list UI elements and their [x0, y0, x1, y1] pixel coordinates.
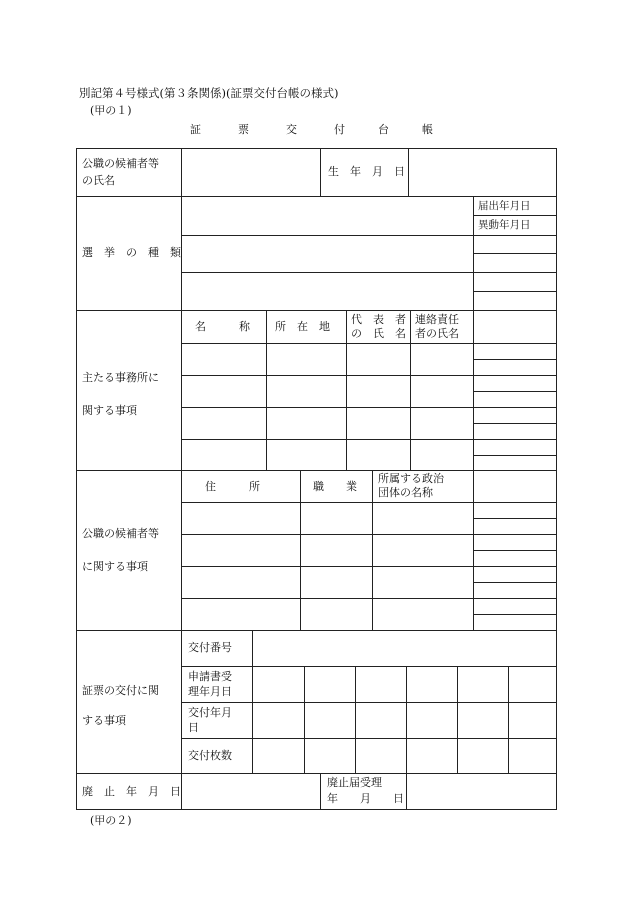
cell-divider: [406, 666, 407, 773]
row-divider: [473, 439, 557, 440]
candidate-col-occupation: 職 業: [313, 480, 357, 493]
ledger-title-char: 交: [286, 123, 297, 136]
office-col-location: 所 在 地: [275, 320, 330, 333]
row-divider: [181, 566, 473, 567]
part-label-2: (甲の２): [90, 814, 132, 827]
cell-divider: [320, 148, 321, 196]
row-divider: [181, 702, 557, 703]
row-divider: [473, 359, 557, 360]
candidate-name-field[interactable]: [182, 149, 320, 196]
office-col-representative: [351, 313, 406, 341]
row-divider: [473, 534, 557, 535]
main-office-label-line: 主たる事務所に: [82, 371, 159, 384]
row-divider: [473, 566, 557, 567]
candidate-details-label: [82, 527, 159, 574]
row-divider: [181, 272, 473, 273]
row-divider: [181, 666, 557, 667]
abolition-receipt-label-line: 廃止届受理: [327, 776, 382, 789]
application-date-label-line: 理年月日: [188, 685, 232, 698]
issue-date-label-line: 交付年月: [188, 706, 232, 719]
cell-divider: [320, 773, 321, 809]
cell-divider: [410, 310, 411, 470]
main-office-label: [82, 371, 159, 418]
issuance-label-line: する事項: [82, 714, 126, 727]
form-title: 別記第４号様式(第３条関係)(証票交付台帳の様式): [79, 86, 339, 100]
cell-divider: [346, 310, 347, 470]
row-divider: [473, 272, 557, 273]
date-changed-label: 異動年月日: [478, 219, 531, 231]
row-divider: [181, 375, 473, 376]
row-divider: [473, 614, 557, 615]
cell-divider: [406, 773, 407, 809]
candidate-name-label: [82, 157, 159, 188]
table-border-left: [76, 148, 77, 810]
part-label-1: (甲の１): [90, 104, 132, 117]
row-divider: [473, 423, 557, 424]
row-divider: [473, 253, 557, 254]
birth-date-field[interactable]: [409, 149, 556, 196]
cell-divider: [300, 470, 301, 630]
row-divider: [473, 502, 557, 503]
issue-number-label: 交付番号: [188, 641, 232, 654]
office-col-name: 名 称: [195, 320, 250, 333]
label-column-divider: [181, 148, 182, 810]
row-divider: [473, 455, 557, 456]
row-divider: [473, 582, 557, 583]
section-divider: [76, 773, 557, 774]
row-divider: [473, 391, 557, 392]
ledger-title-char: 証: [190, 123, 201, 136]
candidate-col-party: [378, 472, 444, 500]
candidate-col-party-line: 団体の名称: [378, 486, 433, 499]
office-col-representative-line: の 氏 名: [351, 327, 406, 340]
cell-divider: [508, 666, 509, 773]
row-divider: [181, 534, 473, 535]
candidate-col-party-line: 所属する政治: [378, 472, 444, 485]
candidate-col-address: 住 所: [205, 480, 260, 493]
issue-date-label-line: 日: [188, 721, 199, 734]
section-divider: [76, 630, 557, 631]
row-divider: [181, 439, 473, 440]
candidate-details-label-line: 公職の候補者等: [82, 527, 159, 540]
section-divider: [76, 310, 557, 311]
row-divider: [473, 343, 557, 344]
row-divider: [473, 215, 557, 216]
row-divider: [181, 738, 557, 739]
table-border-bottom: [76, 809, 557, 810]
candidate-name-label-line: 公職の候補者等: [82, 157, 159, 170]
row-divider: [473, 550, 557, 551]
issue-date-label: [188, 706, 232, 735]
cell-divider: [304, 666, 305, 773]
row-divider: [473, 598, 557, 599]
table-border-right: [556, 148, 557, 810]
row-divider: [181, 502, 473, 503]
cell-divider: [266, 310, 267, 470]
abolition-receipt-label: [327, 776, 404, 806]
main-office-label-line: 関する事項: [82, 404, 137, 417]
cell-divider: [473, 310, 474, 470]
row-divider: [473, 375, 557, 376]
row-divider: [473, 407, 557, 408]
ledger-title-char: 付: [334, 123, 345, 136]
section-divider: [76, 196, 557, 197]
application-date-label: [188, 670, 232, 699]
office-col-contact-line: 者の氏名: [415, 327, 459, 340]
cell-divider: [355, 666, 356, 773]
issue-count-label: 交付枚数: [188, 749, 232, 762]
application-date-label-line: 申請書受: [188, 670, 232, 683]
row-divider: [181, 235, 473, 236]
ledger-title-char: 台: [378, 123, 389, 136]
abolition-date-label: 廃 止 年 月 日: [82, 785, 181, 798]
cell-divider: [457, 666, 458, 773]
election-type-label: 選 挙 の 種 類: [82, 246, 181, 259]
candidate-details-label-line: に関する事項: [82, 560, 148, 573]
row-divider: [473, 518, 557, 519]
candidate-name-label-line: の氏名: [82, 174, 115, 187]
row-divider: [473, 235, 557, 236]
office-col-contact: [415, 313, 459, 341]
office-col-representative-line: 代 表 者: [351, 313, 406, 326]
date-filed-label: 届出年月日: [478, 200, 531, 212]
row-divider: [181, 343, 473, 344]
birth-date-label: 生 年 月 日: [328, 165, 405, 178]
office-col-contact-line: 連絡責任: [415, 313, 459, 326]
issuance-label: [82, 684, 159, 728]
issuance-label-line: 証票の交付に関: [82, 684, 159, 697]
section-divider: [76, 470, 557, 471]
ledger-title-char: 票: [238, 123, 249, 136]
abolition-receipt-label-line: 年 月 日: [327, 792, 404, 805]
row-divider: [181, 598, 473, 599]
row-divider: [473, 291, 557, 292]
ledger-title-char: 帳: [422, 123, 433, 136]
cell-divider: [372, 470, 373, 630]
row-divider: [181, 407, 473, 408]
